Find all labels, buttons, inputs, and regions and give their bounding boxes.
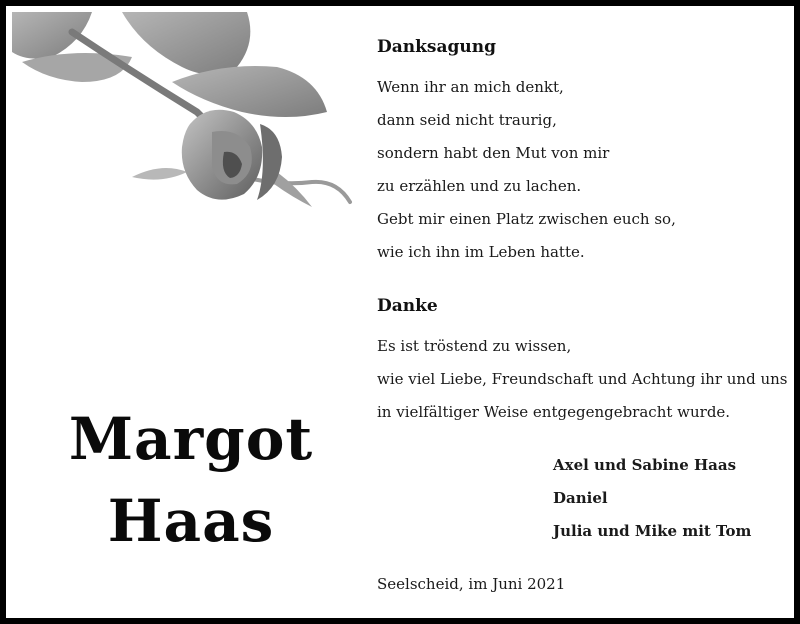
rose-bud-icon: [12, 12, 357, 217]
signature-line: Julia und Mike mit Tom: [553, 522, 752, 540]
danksagung-heading: Danksagung: [377, 37, 496, 57]
poem-line: Gebt mir einen Platz zwischen euch so,: [377, 210, 676, 228]
deceased-first-name: Margot: [68, 405, 314, 473]
poem-line: sondern habt den Mut von mir: [377, 144, 610, 162]
signature-line: Axel und Sabine Haas: [553, 456, 737, 474]
poem-line: wie ich ihn im Leben hatte.: [377, 243, 585, 261]
signature-line: Daniel: [553, 489, 608, 507]
deceased-last-name: Haas: [107, 487, 275, 555]
thanks-line: wie viel Liebe, Freundschaft und Achtung ihr und uns: [377, 370, 788, 388]
danke-heading: Danke: [377, 296, 438, 316]
place-date: Seelscheid, im Juni 2021: [377, 575, 566, 593]
thanks-line: Es ist tröstend zu wissen,: [377, 337, 572, 355]
thanks-line: in vielfältiger Weise entgegengebracht wurde.: [377, 403, 731, 421]
poem-line: zu erzählen und zu lachen.: [377, 177, 582, 195]
poem-line: Wenn ihr an mich denkt,: [377, 78, 564, 96]
poem-line: dann seid nicht traurig,: [377, 111, 557, 129]
